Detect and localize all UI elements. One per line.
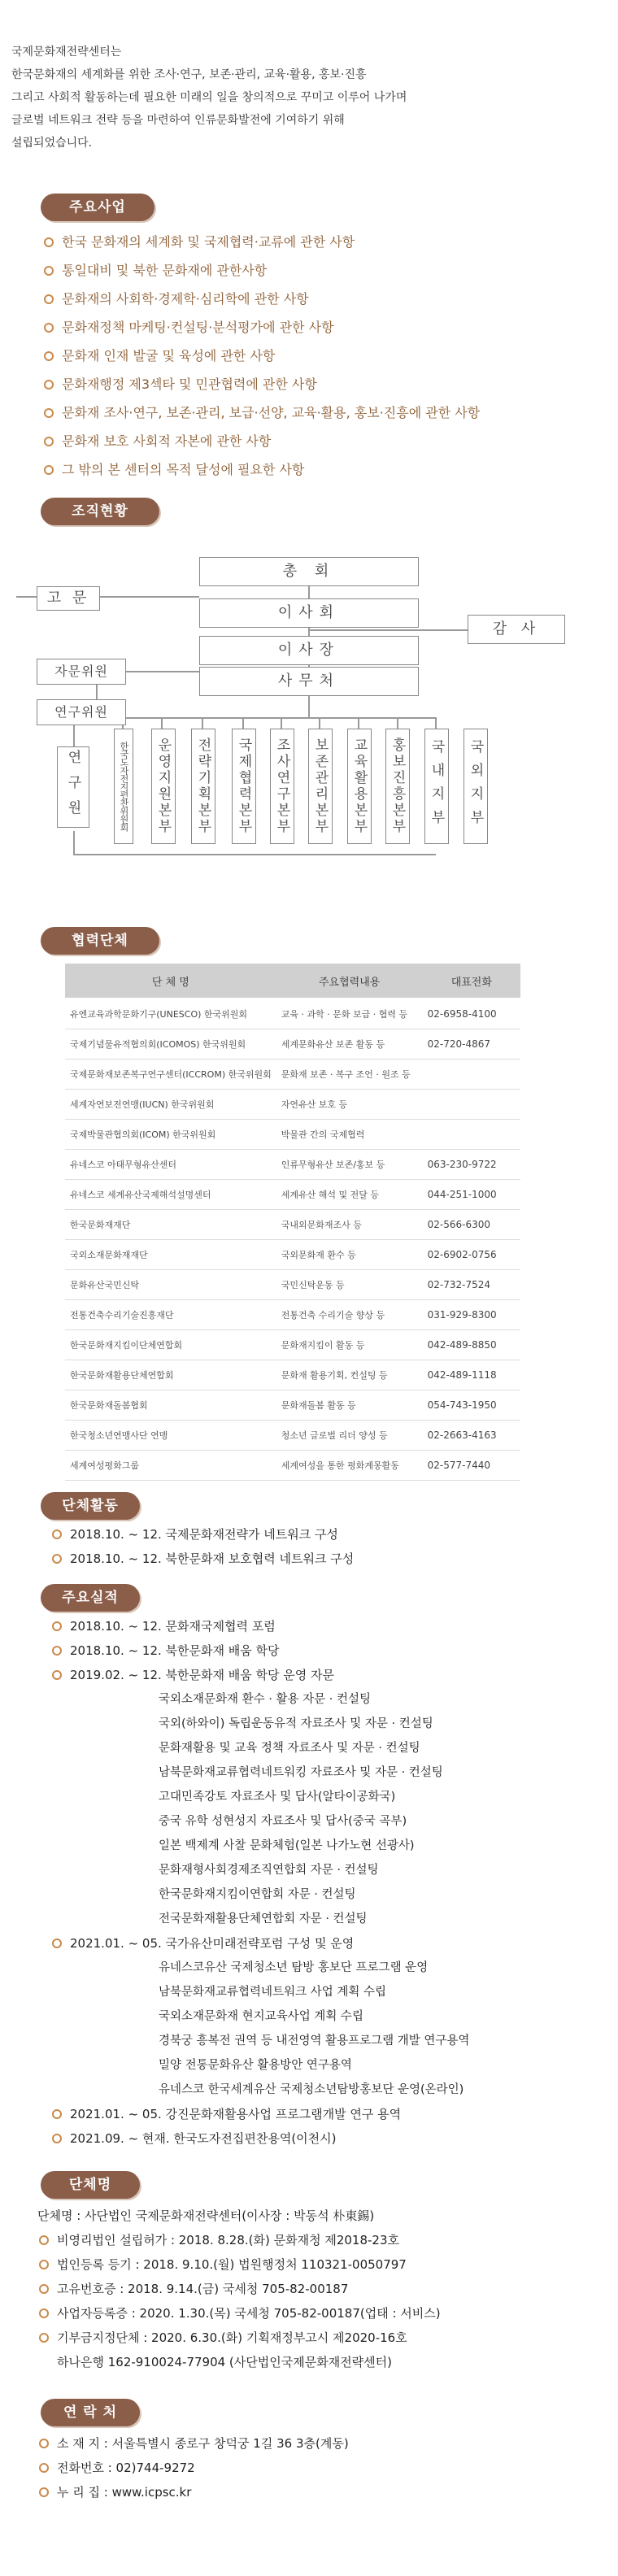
- achievements-heading: 주요실적: [41, 1584, 140, 1612]
- partner-cooperation-cell: 문화재 보존 · 복구 조언 · 원조 등: [276, 1060, 423, 1090]
- list-item: 2021.09. ~ 현재. 한국도자전집편찬용역(이천시): [50, 2126, 401, 2151]
- group-name-list: [37, 2228, 441, 2350]
- sub-item: 남북문화재교류협력네트워크 사업 계획 수립: [159, 1986, 386, 1999]
- table-row: [65, 1330, 520, 1360]
- partner-cooperation-cell: 청소년 글로벌 리더 양성 등: [276, 1421, 423, 1451]
- intro-line: 설립되었습니다.: [11, 137, 93, 150]
- sub-item: 한국문화재지킴이연합회 자문 · 컨설팅: [159, 1888, 356, 1901]
- organization-heading: 조직현황: [41, 498, 159, 525]
- partner-phone-cell: 054-743-1950: [423, 1390, 520, 1421]
- partner-name-cell: 한국문화재활용단체연합회: [65, 1360, 276, 1390]
- researcher-box: 연구원: [57, 746, 89, 828]
- partner-cooperation-cell: 국내외문화재조사 등: [276, 1210, 423, 1240]
- contact-address: 소 재 지 : 서울특별시 종로구 창덕궁 1길 36 3층(계동): [37, 2431, 349, 2456]
- list-item: 2021.01. ~ 05. 국가유산미래전략포럼 구성 및 운영: [50, 1931, 354, 1956]
- partner-name-cell: 한국청소년연맹사단 연맹: [65, 1421, 276, 1451]
- list-item: 2018.10. ~ 12. 문화재국제협력 포럼: [50, 1614, 334, 1638]
- contact-heading: 연 락 처: [41, 2399, 140, 2426]
- sub-item: 중국 유학 성현성지 자료조사 및 답사(중국 곡부): [159, 1815, 407, 1828]
- list-item: 법인등록 등기 : 2018. 9.10.(월) 법원행정처 110321-0050797: [37, 2252, 441, 2277]
- group-activities-heading: 단체활동: [41, 1492, 140, 1520]
- column-header: 단 체 명: [65, 964, 276, 999]
- partner-phone-cell: 02-6902-0756: [423, 1240, 520, 1270]
- partner-cooperation-cell: 세계여성을 통한 평화계몽활동: [276, 1451, 423, 1481]
- partner-cooperation-cell: 박물관 간의 국제협력: [276, 1120, 423, 1150]
- achievements-list-c: [50, 2102, 401, 2151]
- partner-phone-cell: 063-230-9722: [423, 1150, 520, 1180]
- partner-phone-cell: 031-929-8300: [423, 1300, 520, 1330]
- table-row: [65, 1270, 520, 1300]
- sub-item: 문화재활용 및 교육 정책 자료조사 및 자문 · 컨설팅: [159, 1742, 420, 1755]
- list-item: 한국 문화재의 세계화 및 국제협력·교류에 관한 사항: [42, 228, 480, 256]
- achievements-sub-list-a: [159, 1687, 443, 1931]
- achievements-sub-list-b: [159, 1956, 469, 2102]
- partner-phone-cell: 02-732-7524: [423, 1270, 520, 1300]
- sub-item: 유네스코유산 국제청소년 탐방 홍보단 프로그램 운영: [159, 1961, 429, 1974]
- list-item: 2018.10. ~ 12. 북한문화재 배움 학당: [50, 1638, 334, 1663]
- partner-name-cell: 한국문화재지킴이단체연합회: [65, 1330, 276, 1360]
- achievements-list-a: [50, 1614, 334, 1687]
- list-item: 2018.10. ~ 12. 북한문화재 보호협력 네트워크 구성: [50, 1547, 354, 1571]
- division-box: 국외지부: [464, 729, 488, 844]
- sub-item: 일본 백제계 사찰 문화체험(일본 나가노현 선광사): [159, 1839, 415, 1852]
- list-item: 2018.10. ~ 12. 국제문화재전략가 네트워크 구성: [50, 1522, 354, 1547]
- table-row: [65, 1090, 520, 1120]
- achievements-list-b: [50, 1931, 354, 1956]
- sub-item: 전국문화재활용단체연합회 자문 · 컨설팅: [159, 1912, 368, 1925]
- division-box: 조사연구본부: [270, 729, 294, 844]
- division-box: 전략기획본부: [191, 729, 215, 844]
- list-item: 2019.02. ~ 12. 북한문화재 배움 학당 운영 자문: [50, 1663, 334, 1687]
- list-item: 문화재행정 제3섹타 및 민관협력에 관한 사항: [42, 370, 480, 398]
- table-row: [65, 1180, 520, 1210]
- intro-line: 글로벌 네트워크 전략 등을 마련하여 인류문화발전에 기여하기 위해: [11, 114, 345, 127]
- table-row: [65, 1390, 520, 1421]
- partner-name-cell: 국제박물관협의회(ICOM) 한국위원회: [65, 1120, 276, 1150]
- partner-phone-cell: 02-720-4867: [423, 1029, 520, 1060]
- list-item: 문화재의 사회학·경제학·심리학에 관한 사항: [42, 285, 480, 313]
- partner-name-cell: 유네스코 아태무형유산센터: [65, 1150, 276, 1180]
- list-item: 고유번호증 : 2018. 9.14.(금) 국세청 705-82-00187: [37, 2277, 441, 2301]
- division-box: 한국도자전지편찬위원회: [114, 729, 133, 844]
- partner-phone-cell: 02-6958-4100: [423, 999, 520, 1029]
- division-box: 운영지원본부: [151, 729, 176, 844]
- partner-name-cell: 전통건축수리기술진흥재단: [65, 1300, 276, 1330]
- list-item: 문화재 조사·연구, 보존·관리, 보급·선양, 교육·활용, 홍보·진흥에 관한 사항: [42, 398, 480, 427]
- partner-name-cell: 한국문화재돌봄협회: [65, 1390, 276, 1421]
- table-row: [65, 1120, 520, 1150]
- partner-phone-cell: 044-251-1000: [423, 1180, 520, 1210]
- org-chart: [0, 553, 618, 894]
- table-row: [65, 1421, 520, 1451]
- list-item: 그 밖의 본 센터의 목적 달성에 필요한 사항: [42, 455, 480, 484]
- partners-table-body: [65, 999, 520, 1481]
- partner-phone-cell: 02-566-6300: [423, 1210, 520, 1240]
- sub-item: 남북문화재교류협력네트워킹 자료조사 및 자문 · 컨설팅: [159, 1766, 443, 1779]
- partner-name-cell: 세계여성평화그룹: [65, 1451, 276, 1481]
- partner-cooperation-cell: 인류무형유산 보존/홍보 등: [276, 1150, 423, 1180]
- list-item: 비영리법인 설립허가 : 2018. 8.28.(화) 문화재청 제2018-23호: [37, 2228, 441, 2252]
- sub-item: 경북궁 흥복전 권역 등 내전영역 활용프로그램 개발 연구용역: [159, 2034, 470, 2047]
- partner-phone-cell: [423, 1060, 520, 1090]
- partner-name-cell: 국외소재문화재재단: [65, 1240, 276, 1270]
- list-item: 문화재 인재 발굴 및 육성에 관한 사항: [42, 342, 480, 370]
- list-item: 통일대비 및 북한 문화재에 관한사항: [42, 256, 480, 285]
- advisor-box: 고 문: [37, 586, 100, 611]
- partners-heading: 협력단체: [41, 927, 159, 955]
- list-item: 문화재 보호 사회적 자본에 관한 사항: [42, 427, 480, 455]
- partner-name-cell: 국제문화재보존복구연구센터(ICCROM) 한국위원회: [65, 1060, 276, 1090]
- division-box: 교육활용본부: [347, 729, 372, 844]
- sub-item: 국외(하와이) 독립운동유적 자료조사 및 자문 · 컨설팅: [159, 1717, 433, 1730]
- partner-phone-cell: [423, 1090, 520, 1120]
- partner-phone-cell: 042-489-1118: [423, 1360, 520, 1390]
- partner-cooperation-cell: 세계유산 해석 및 전달 등: [276, 1180, 423, 1210]
- advisory-committee-box: 자문위원: [37, 659, 126, 685]
- table-header-row: [65, 964, 520, 999]
- intro-line: 국제문화재전략센터는: [11, 46, 122, 59]
- table-row: [65, 1060, 520, 1090]
- column-header: 주요협력내용: [276, 964, 423, 999]
- group-activities-list: [50, 1522, 354, 1571]
- table-row: [65, 999, 520, 1029]
- partner-phone-cell: 02-577-7440: [423, 1451, 520, 1481]
- table-row: [65, 1150, 520, 1180]
- partners-table: [65, 964, 520, 1481]
- partner-cooperation-cell: 자연유산 보호 등: [276, 1090, 423, 1120]
- partner-cooperation-cell: 국민신탁운동 등: [276, 1270, 423, 1300]
- division-box: 보존관리본부: [308, 729, 333, 844]
- secretariat-box: 사무처: [199, 667, 419, 696]
- auditor-box: 감 사: [468, 615, 565, 644]
- research-committee-box: 연구위원: [37, 699, 126, 725]
- sub-item: 유네스코 한국세계유산 국제청소년탐방홍보단 운영(온라인): [159, 2083, 464, 2096]
- bank-account-line: 하나은행 162-910024-77904 (사단법인국제문화재전략센터): [57, 2355, 393, 2369]
- partner-phone-cell: 042-489-8850: [423, 1330, 520, 1360]
- partner-cooperation-cell: 문화재 활용기획, 컨설팅 등: [276, 1360, 423, 1390]
- division-box: 홍보진흥본부: [385, 729, 410, 844]
- main-business-heading: 주요사업: [41, 194, 154, 221]
- partner-phone-cell: [423, 1120, 520, 1150]
- intro-line: 한국문화재의 세계화를 위한 조사·연구, 보존·관리, 교육·활용, 홍보·진흥: [11, 68, 367, 81]
- list-item: 2021.01. ~ 05. 강진문화재활용사업 프로그램개발 연구 용역: [50, 2102, 401, 2126]
- list-item: 기부금지정단체 : 2020. 6.30.(화) 기획재정부고시 제2020-16호: [37, 2326, 441, 2350]
- main-business-list: [42, 228, 480, 484]
- chairman-box: 이사장: [199, 636, 419, 665]
- contact-phone: 전화번호 : 02)744-9272: [37, 2456, 349, 2480]
- partner-cooperation-cell: 세계문화유산 보존 활동 등: [276, 1029, 423, 1060]
- partner-cooperation-cell: 전통건축 수리기술 향상 등: [276, 1300, 423, 1330]
- partner-name-cell: 세계자연보전연맹(IUCN) 한국위원회: [65, 1090, 276, 1120]
- partner-name-cell: 유엔교육과학문화기구(UNESCO) 한국위원회: [65, 999, 276, 1029]
- list-item: 문화재정책 마케팅·컨설팅·분석평가에 관한 사항: [42, 313, 480, 342]
- column-header: 대표전화: [423, 964, 520, 999]
- division-box: 국내지부: [424, 729, 449, 844]
- general-meeting-box: 총 회: [199, 557, 419, 586]
- sub-item: 밀양 전통문화유산 활용방안 연구용역: [159, 2059, 352, 2072]
- partner-name-cell: 국제기념물유적협의회(ICOMOS) 한국위원회: [65, 1029, 276, 1060]
- division-box: 국제협력본부: [232, 729, 256, 844]
- sub-item: 국외소재문화재 현지교육사업 계획 수립: [159, 2010, 363, 2023]
- intro-text: [11, 41, 548, 154]
- table-row: [65, 1210, 520, 1240]
- partner-cooperation-cell: 문화재돌봄 활동 등: [276, 1390, 423, 1421]
- intro-line: 그리고 사회적 활동하는데 필요한 미래의 일을 창의적으로 꾸미고 이루어 나가며: [11, 91, 407, 104]
- partner-name-cell: 유네스코 세계유산국제해석설명센터: [65, 1180, 276, 1210]
- partner-cooperation-cell: 문화재지킴이 활동 등: [276, 1330, 423, 1360]
- group-name-line: 단체명 : 사단법인 국제문화재전략센터(이사장 : 박동석 朴東錫): [37, 2208, 375, 2223]
- contact-list: [37, 2431, 349, 2504]
- partner-name-cell: 한국문화재재단: [65, 1210, 276, 1240]
- board-box: 이사회: [199, 598, 419, 628]
- group-name-heading: 단체명: [41, 2171, 140, 2199]
- partner-name-cell: 문화유산국민신탁: [65, 1270, 276, 1300]
- table-row: [65, 1360, 520, 1390]
- partner-cooperation-cell: 국외문화재 환수 등: [276, 1240, 423, 1270]
- partner-cooperation-cell: 교육 · 과학 · 문화 보급 · 협력 등: [276, 999, 423, 1029]
- list-item: 사업자등록증 : 2020. 1.30.(목) 국세청 705-82-00187(업태 : 서비스): [37, 2301, 441, 2326]
- partner-phone-cell: 02-2663-4163: [423, 1421, 520, 1451]
- table-row: [65, 1451, 520, 1481]
- table-row: [65, 1240, 520, 1270]
- table-row: [65, 1300, 520, 1330]
- sub-item: 국외소재문화재 환수 · 활용 자문 · 컨설팅: [159, 1693, 371, 1706]
- table-row: [65, 1029, 520, 1060]
- contact-website: 누 리 집 : www.icpsc.kr: [37, 2480, 349, 2504]
- sub-item: 문화재형사회경제조직연합회 자문 · 컨설팅: [159, 1864, 379, 1877]
- sub-item: 고대민족강토 자료조사 및 답사(알타이공화국): [159, 1791, 396, 1804]
